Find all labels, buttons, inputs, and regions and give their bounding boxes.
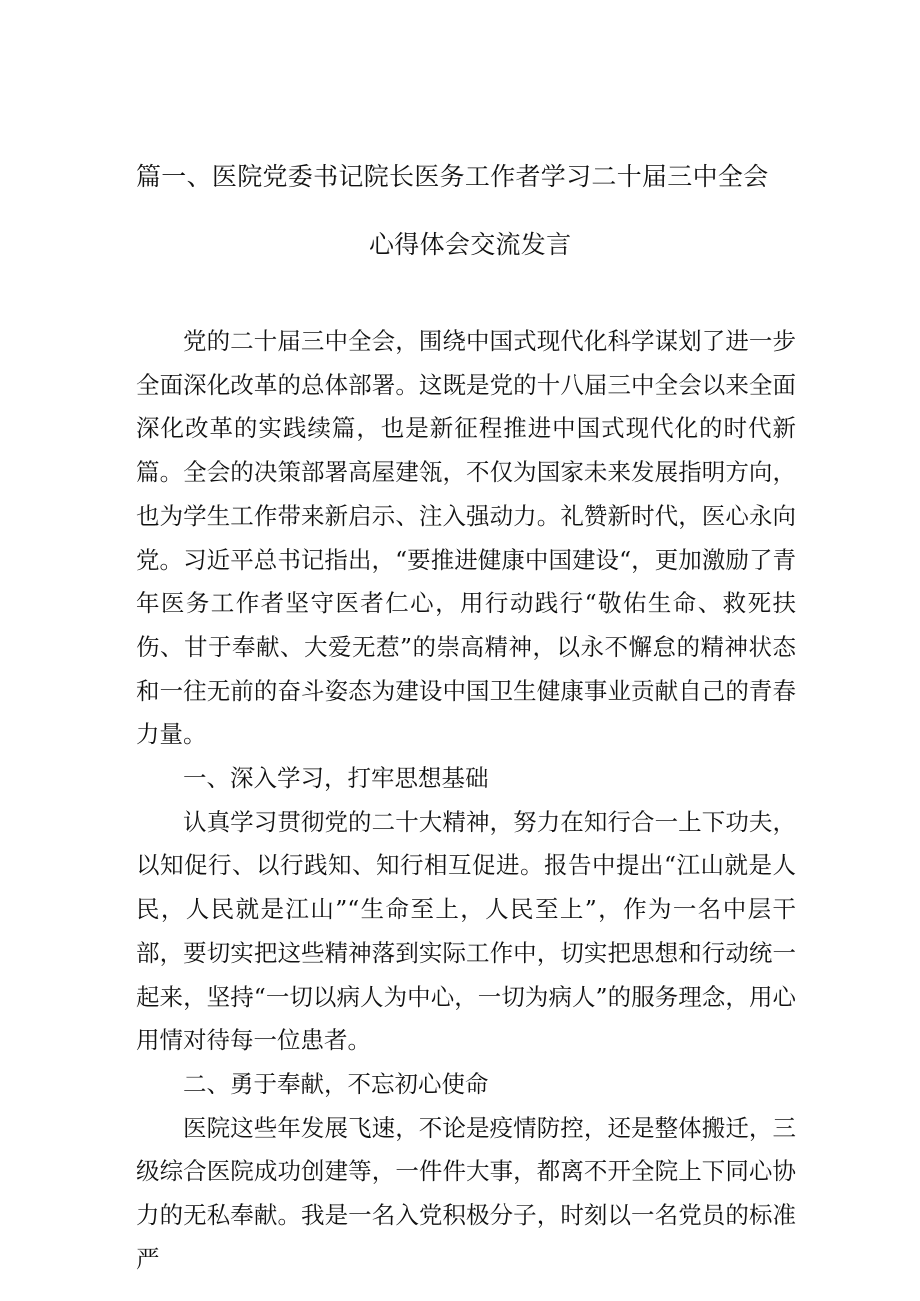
document-title-line-2: 心得体会交流发言 (369, 230, 572, 259)
section-2-heading: 二、勇于奉献，不忘初心使命 (183, 1069, 489, 1098)
document-body (136, 320, 796, 1281)
document-title-line-1: 篇一、医院党委书记院长医务工作者学习二十届三中全会 (136, 162, 769, 191)
section-2-paragraph: 医院这些年发展飞速，不论是疫情防控，还是整体搬迁，三级综合医院成功创建等，一件件大事，都离不开全院上下同心协力的无私奉献。我是一名入党积极分子，时刻以一名党员的标准严 (136, 1113, 796, 1273)
section-1-paragraph: 认真学习贯彻党的二十大精神，努力在知行合一上下功夫，以知促行、以行践知、知行相互促进。报告中提出“江山就是人民，人民就是江山”“生命至上，人民至上”，作为一名中层干部，要切实把这些精神落到实际工作中，切实把思想和行动统一起来，坚持“一切以病人为中心，一切为病人”的服务理念，用心用情对待每一位患者。 (136, 807, 796, 1055)
section-1-heading: 一、深入学习，打牢思想基础 (183, 764, 489, 793)
intro-paragraph: 党的二十届三中全会，围绕中国式现代化科学谋划了进一步全面深化改革的总体部署。这既是党的十八届三中全会以来全面深化改革的实践续篇，也是新征程推进中国式现代化的时代新篇。全会的决策部署高屋建瓴，不仅为国家未来发展指明方向，也为学生工作带来新启示、注入强动力。礼赞新时代，医心永向党。习近平总书记指出，“要推进健康中国建设“，更加激励了青年医务工作者坚守医者仁心，用行动践行“敬佑生命、救死扶伤、甘于奉献、大爱无惹”的崇高精神，以永不懈怠的精神状态和一往无前的奋斗姿态为建设中国卫生健康事业贡献自己的青春力量。 (136, 327, 796, 749)
